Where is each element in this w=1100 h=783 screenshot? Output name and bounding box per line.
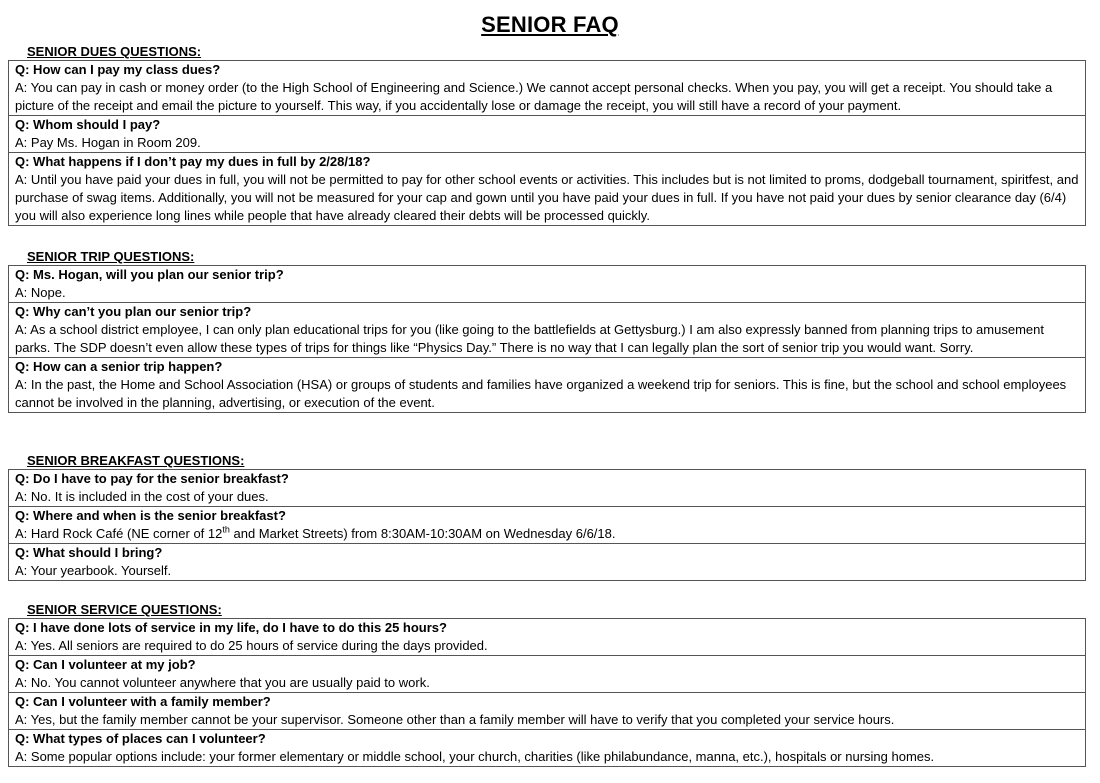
answer: A: Yes, but the family member cannot be your supervisor. Someone other than a family member will have to verify that you completed your service hours.	[15, 712, 895, 727]
answer: A: Nope.	[15, 285, 66, 300]
answer: A: Until you have paid your dues in full, you will not be permitted to pay for other school events or activities. This includes but is not limited to proms, dodgeball tournament, spiritfest, and purchase of swag items. Additionally, you will not be measured for your cap and gown until you have paid your dues in full. If you have not paid your dues by senior clearance day (6/4) you will also experience long lines while people that have already cleared their debts will be processed quickly.	[15, 172, 1079, 223]
question: Q: Where and when is the senior breakfast?	[15, 508, 286, 523]
qa-item	[9, 729, 1085, 766]
answer: A: Some popular options include: your former elementary or middle school, your church, charities (like philabundance, manna, etc.), hospitals or nursing homes.	[15, 749, 935, 764]
question: Q: What happens if I don’t pay my dues in full by 2/28/18?	[15, 154, 371, 169]
section-heading: SENIOR DUES QUESTIONS:	[27, 44, 202, 59]
qa-table	[8, 469, 1086, 581]
section-dues	[8, 43, 1086, 226]
ordinal-suffix: th	[222, 524, 230, 535]
qa-item	[9, 692, 1085, 729]
section-breakfast	[8, 452, 1086, 581]
answer: A: You can pay in cash or money order (to the High School of Engineering and Science.) We cannot accept personal checks. When you pay, you will get a receipt. You should take a picture of the receipt and email the picture to yourself. This way, if you accidentally lose or damage the receipt, you will still have a record of your payment.	[15, 80, 1053, 113]
question: Q: Why can’t you plan our senior trip?	[15, 304, 252, 319]
question: Q: Whom should I pay?	[15, 117, 161, 132]
section-heading: SENIOR SERVICE QUESTIONS:	[27, 602, 222, 617]
section-service	[8, 601, 1086, 767]
qa-item	[9, 302, 1085, 357]
qa-table	[8, 265, 1086, 413]
question: Q: Do I have to pay for the senior breakfast?	[15, 471, 289, 486]
section-heading: SENIOR TRIP QUESTIONS:	[27, 249, 195, 264]
answer: A: As a school district employee, I can only plan educational trips for you (like going to the battlefields at Gettysburg.) I am also expressly banned from planning trips to amusement parks. The SDP doesn’t even allow these types of trips for things like “Physics Day.” There is no way that I can legally plan the sort of senior trip you would want. Sorry.	[15, 322, 1044, 355]
qa-item	[9, 115, 1085, 152]
question: Q: Can I volunteer at my job?	[15, 657, 196, 672]
section-trip	[8, 248, 1086, 413]
question: Q: Ms. Hogan, will you plan our senior trip?	[15, 267, 284, 282]
answer: A: Yes. All seniors are required to do 25 hours of service during the days provided.	[15, 638, 488, 653]
section-heading: SENIOR BREAKFAST QUESTIONS:	[27, 453, 245, 468]
qa-item	[9, 61, 1085, 115]
qa-item	[9, 470, 1085, 506]
question: Q: What types of places can I volunteer?	[15, 731, 266, 746]
answer: A: In the past, the Home and School Association (HSA) or groups of students and families have organized a weekend trip for seniors. This is fine, but the school and school employees cannot be involved in the planning, advertising, or execution of the event.	[15, 377, 1067, 410]
qa-item	[9, 152, 1085, 225]
answer: A: No. It is included in the cost of your dues.	[15, 489, 269, 504]
qa-item	[9, 619, 1085, 655]
page-title: SENIOR FAQ	[481, 12, 619, 37]
answer: A: No. You cannot volunteer anywhere that you are usually paid to work.	[15, 675, 430, 690]
answer-text: A: Hard Rock Café (NE corner of 12	[15, 526, 223, 541]
question: Q: How can I pay my class dues?	[15, 62, 221, 77]
answer-text: and Market Streets) from 8:30AM-10:30AM on Wednesday 6/6/18.	[229, 526, 616, 541]
question: Q: How can a senior trip happen?	[15, 359, 223, 374]
qa-item	[9, 543, 1085, 580]
question: Q: What should I bring?	[15, 545, 163, 560]
answer	[15, 525, 1079, 543]
qa-table	[8, 618, 1086, 767]
qa-item	[9, 506, 1085, 543]
qa-item	[9, 357, 1085, 412]
answer: A: Pay Ms. Hogan in Room 209.	[15, 135, 201, 150]
qa-table	[8, 60, 1086, 226]
qa-item	[9, 266, 1085, 302]
question: Q: I have done lots of service in my life, do I have to do this 25 hours?	[15, 620, 447, 635]
qa-item	[9, 655, 1085, 692]
question: Q: Can I volunteer with a family member?	[15, 694, 271, 709]
answer: A: Your yearbook. Yourself.	[15, 563, 172, 578]
